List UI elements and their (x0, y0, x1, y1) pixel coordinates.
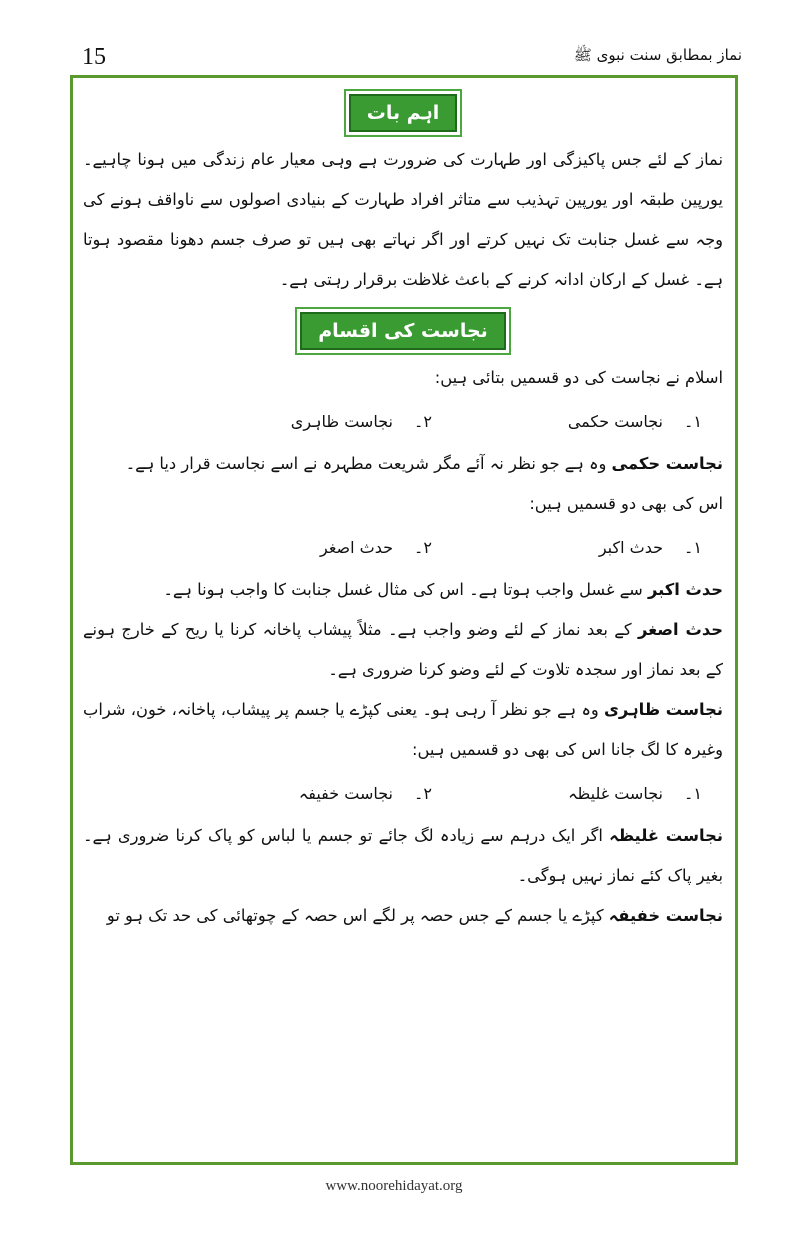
footer-url: www.noorehidayat.org (325, 1178, 463, 1194)
term-zahiri: نجاست ظاہری (604, 700, 723, 719)
zahiri-text: وہ ہے جو نظر آ رہی ہو۔ یعنی کپڑے یا جسم پر پیشاب، پاخانہ، خون، شراب وغیرہ کا لگ جانا اس کی بھی دو قسمیں ہیں: (83, 700, 723, 759)
list-number: ۲۔ (414, 411, 432, 431)
page-number: 15 (82, 44, 106, 70)
list-number: ۱۔ (684, 783, 702, 803)
hadath-list (83, 524, 723, 570)
intro-paragraph: نماز کے لئے جس پاکیزگی اور طہارت کی ضرورت ہے وہی معیار عام زندگی میں ہونا چاہیے۔ یورپین طبقہ اور یورپین تہذیب سے متاثر افراد طہارت کے بنیادی اصولوں سے ناواقف ہونے کی وجہ سے غسل جنابت تک نہیں کرتے اور اگر نہاتے بھی ہیں تو صرف جسم دھونا مقصود ہوتا ہے۔ غسل کے ارکان ادانہ کرنے کے باعث غلاظت برقرار رہتی ہے۔ (83, 150, 723, 289)
list-item: حدث اکبر (598, 537, 663, 557)
ghaliza-paragraph (83, 816, 723, 896)
zahiri-list (83, 770, 723, 816)
akbar-text: سے غسل واجب ہوتا ہے۔ اس کی مثال غسل جنابت کا واجب ہونا ہے۔ (163, 580, 648, 599)
page-header (70, 40, 742, 76)
khafifa-text: کپڑے یا جسم کے جس حصہ پر لگے اس حصہ کے چوتھائی کی حد تک ہو تو (106, 906, 609, 925)
term-asghar: حدث اصغر (637, 620, 723, 639)
list-item: نجاست ظاہری (290, 411, 393, 431)
khafifa-paragraph (83, 896, 723, 936)
list-item: نجاست خفیفہ (298, 783, 393, 803)
list-number: ۲۔ (414, 537, 432, 557)
term-khafifa: نجاست خفیفہ (608, 906, 723, 925)
book-title: نماز بمطابق سنت نبوی ﷺ (573, 46, 742, 64)
akbar-paragraph (83, 570, 723, 610)
list-number: ۱۔ (684, 411, 702, 431)
zahiri-paragraph (83, 690, 723, 770)
term-hukmi: نجاست حکمی (611, 454, 723, 473)
asghar-paragraph (83, 610, 723, 690)
hukmi-two-types-line: اس کی بھی دو قسمیں ہیں: (529, 494, 723, 513)
list-number: ۲۔ (414, 783, 432, 803)
list-item: نجاست غلیظہ (568, 783, 663, 803)
heading-important: اہم بات (349, 94, 458, 132)
asghar-text: کے بعد نماز کے لئے وضو واجب ہے۔ مثلاً پیشاب پاخانہ کرنا یا ریح کے خارج ہونے کے بعد نماز اور سجدہ تلاوت کے لئے وضو کرنا ضروری ہے۔ (83, 620, 723, 679)
list-number: ۱۔ (684, 537, 702, 557)
term-ghaliza: نجاست غلیظہ (609, 826, 723, 845)
page-content (83, 88, 723, 1156)
term-akbar: حدث اکبر (648, 580, 723, 599)
ghaliza-text: اگر ایک درہم سے زیادہ لگ جائے تو جسم یا لباس کو پاک کرنا ضروری ہے۔ بغیر پاک کئے نماز نہیں ہوگی۔ (83, 826, 723, 885)
list-item: نجاست حکمی (567, 411, 663, 431)
hukmi-paragraph (83, 444, 723, 484)
list-item: حدث اصغر (319, 537, 393, 557)
content-frame (70, 75, 738, 1165)
najasat-list (83, 398, 723, 444)
hukmi-text: وہ ہے جو نظر نہ آئے مگر شریعت مطہرہ نے اسے نجاست قرار دیا ہے۔ (125, 454, 612, 473)
najasat-two-types-line: اسلام نے نجاست کی دو قسمیں بتائی ہیں: (434, 368, 723, 387)
heading-najasat-types: نجاست کی اقسام (300, 312, 506, 350)
